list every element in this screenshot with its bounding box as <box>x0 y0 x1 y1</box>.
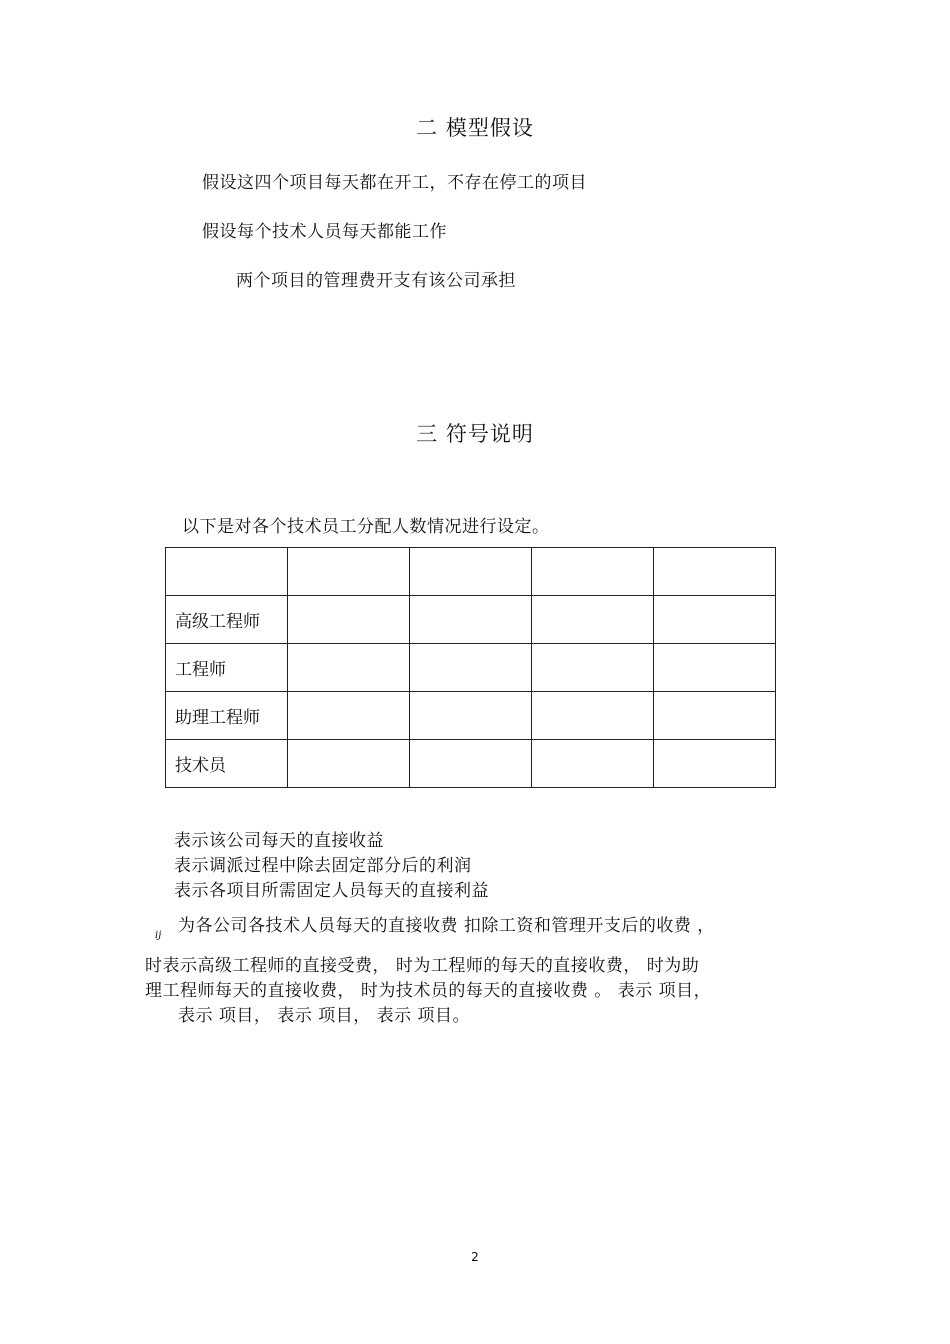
assumption-item: 两个项目的管理费开支有该公司承担 <box>236 271 516 291</box>
table-cell <box>410 596 532 644</box>
page-number: 2 <box>471 1250 479 1264</box>
table-cell <box>288 548 410 596</box>
table-row <box>166 644 776 692</box>
table-cell <box>654 692 776 740</box>
assumption-item: 假设这四个项目每天都在开工，不存在停工的项目 <box>202 173 587 193</box>
assumption-item: 假设每个技术人员每天都能工作 <box>202 222 447 242</box>
table-row <box>166 740 776 788</box>
row-label-engineer: 工程师 <box>166 644 288 692</box>
table-cell <box>288 692 410 740</box>
row-label-senior-engineer: 高级工程师 <box>166 596 288 644</box>
table-cell <box>654 596 776 644</box>
table-cell <box>288 644 410 692</box>
table-row <box>166 548 776 596</box>
symbol-note: 表示该公司每天的直接收益 <box>174 831 384 851</box>
table-cell <box>410 548 532 596</box>
symbol-paragraph-line: 表示 项目， 表示 项目， 表示 项目。 <box>178 1006 471 1026</box>
row-label-technician: 技术员 <box>166 740 288 788</box>
allocation-table <box>165 547 776 788</box>
table-cell <box>532 644 654 692</box>
table-cell <box>288 596 410 644</box>
symbol-paragraph-line: 时表示高级工程师的直接受费， 时为工程师的每天的直接收费， 时为助 <box>145 956 700 976</box>
section-heading-assumptions: 二 模型假设 <box>416 116 534 140</box>
table-row <box>166 692 776 740</box>
table-cell <box>410 692 532 740</box>
table-cell <box>532 740 654 788</box>
table-row <box>166 596 776 644</box>
row-label-assistant-engineer: 助理工程师 <box>166 692 288 740</box>
table-cell <box>410 740 532 788</box>
table-cell <box>654 548 776 596</box>
table-cell <box>532 692 654 740</box>
table-cell <box>654 644 776 692</box>
symbol-paragraph-line: 理工程师每天的直接收费， 时为技术员的每天的直接收费 。 表示 项目， <box>145 981 712 1001</box>
table-cell <box>166 548 288 596</box>
symbol-paragraph-line: 为各公司各技术人员每天的直接收费 扣除工资和管理开支后的收费 ， <box>178 916 715 936</box>
symbol-note: 表示调派过程中除去固定部分后的利润 <box>174 856 472 876</box>
table-cell <box>654 740 776 788</box>
table-cell <box>532 596 654 644</box>
section-heading-symbols: 三 符号说明 <box>416 422 534 446</box>
symbol-note: 表示各项目所需固定人员每天的直接利益 <box>174 881 489 901</box>
table-cell <box>410 644 532 692</box>
table-cell <box>288 740 410 788</box>
subscript-ij: ij <box>155 930 162 941</box>
table-cell <box>532 548 654 596</box>
table-intro: 以下是对各个技术员工分配人数情况进行设定。 <box>182 517 550 537</box>
